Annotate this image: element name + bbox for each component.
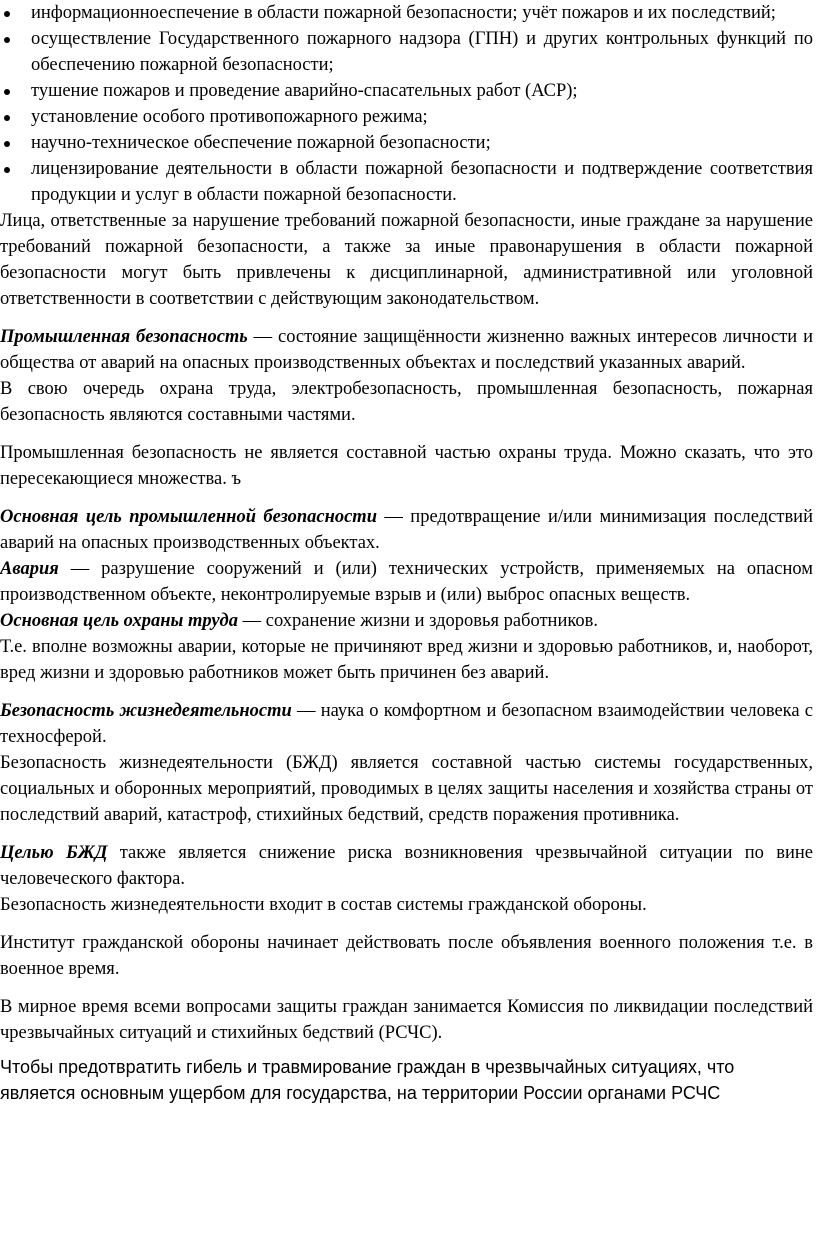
definition-term: Целью БЖД — [0, 843, 108, 863]
not-part-paragraph: Промышленная безопасность не является составной частью охраны труда. Можно сказать, что это пересекающиеся множества. ъ — [0, 443, 813, 489]
life-safety-definition — [0, 698, 813, 750]
ie-paragraph: Т.е. вполне возможны аварии, которые не причиняют вред жизни и здоровью работников, и, наоборот, вред жизни и здоровью работников может быть причинен без аварий. — [0, 637, 813, 683]
liability-paragraph: Лица, ответственные за нарушение требований пожарной безопасности, иные граждане за нарушение требований пожарной безопасности, а также за иные правонарушения в области пожарной безопасности могут быть привлечены к дисциплинарной, административной или уголовной ответственности в соответствии с действующим законодательством. — [0, 211, 813, 309]
list-item: информационноеспечение в области пожарной безопасности; учёт пожаров и их последствий; — [0, 0, 813, 26]
definition-text: также является снижение риска возникновения чрезвычайной ситуации по вине человеческого фактора. — [0, 843, 814, 889]
definition-text: — наука о комфортном и безопасном взаимодействии человека с техносферой. — [0, 701, 814, 747]
definition-text: — предотвращение и/или минимизация последствий аварий на опасных производственных объектах. — [0, 507, 813, 553]
list-item: научно-техническое обеспечение пожарной безопасности; — [0, 130, 813, 156]
definition-term: Безопасность жизнедеятельности — [0, 701, 292, 721]
industrial-safety-definition — [0, 324, 813, 376]
list-item: лицензирование деятельности в области пожарной безопасности и подтверждение соответствия продукции и услуг в области пожарной безопасности. — [0, 156, 813, 208]
definition-text: — сохранение жизни и здоровья работников. — [238, 611, 599, 631]
list-item: осуществление Государственного пожарного надзора (ГПН) и других контрольных функций по обеспечению пожарной безопасности; — [0, 26, 813, 78]
bzhd-goal-definition — [0, 840, 813, 892]
list-item: тушение пожаров и проведение аварийно-спасательных работ (АСР); — [0, 78, 813, 104]
definition-term: Основная цель охраны труда — [0, 611, 238, 631]
definition-term: Промышленная безопасность — [0, 327, 248, 347]
accident-definition — [0, 556, 813, 608]
final-paragraph: Чтобы предотвратить гибель и травмирование граждан в чрезвычайных ситуациях, что является основным ущербом для государства, на территории России органами РСЧС — [0, 1057, 735, 1103]
definition-text: — разрушение сооружений и (или) технических устройств, применяемых на опасном производственном объекте, неконтролируемые взрыв и (или) выброс опасных веществ. — [0, 559, 813, 605]
list-item: установление особого противопожарного режима; — [0, 104, 813, 130]
civil-defense-institute-paragraph: Институт гражданской обороны начинает действовать после объявления военного положения т.е. в военное время. — [0, 933, 813, 979]
civil-defense-system-paragraph: Безопасность жизнедеятельности входит в состав системы гражданской обороны. — [0, 895, 647, 915]
bzhd-part-paragraph: Безопасность жизнедеятельности (БЖД) является составной частью системы государственных, социальных и оборонных мероприятий, проводимых в целях защиты населения и хозяйства страны от последствий аварий, катастроф, стихийных бедствий, средств поражения противника. — [0, 753, 813, 825]
components-paragraph: В свою очередь охрана труда, электробезопасность, промышленная безопасность, пожарная безопасность являются составными частями. — [0, 379, 813, 425]
labor-goal-definition — [0, 608, 813, 634]
industrial-goal-definition — [0, 504, 813, 556]
fire-safety-functions-list — [0, 0, 813, 208]
definition-text: — состояние защищённости жизненно важных интересов личности и общества от аварий на опасных производственных объектах и последствий указанных аварий. — [0, 327, 813, 373]
definition-term: Авария — [0, 559, 59, 579]
peacetime-paragraph: В мирное время всеми вопросами защиты граждан занимается Комиссия по ликвидации последствий чрезвычайных ситуаций и стихийных бедствий (РСЧС). — [0, 997, 813, 1043]
definition-term: Основная цель промышленной безопасности — [0, 507, 377, 527]
